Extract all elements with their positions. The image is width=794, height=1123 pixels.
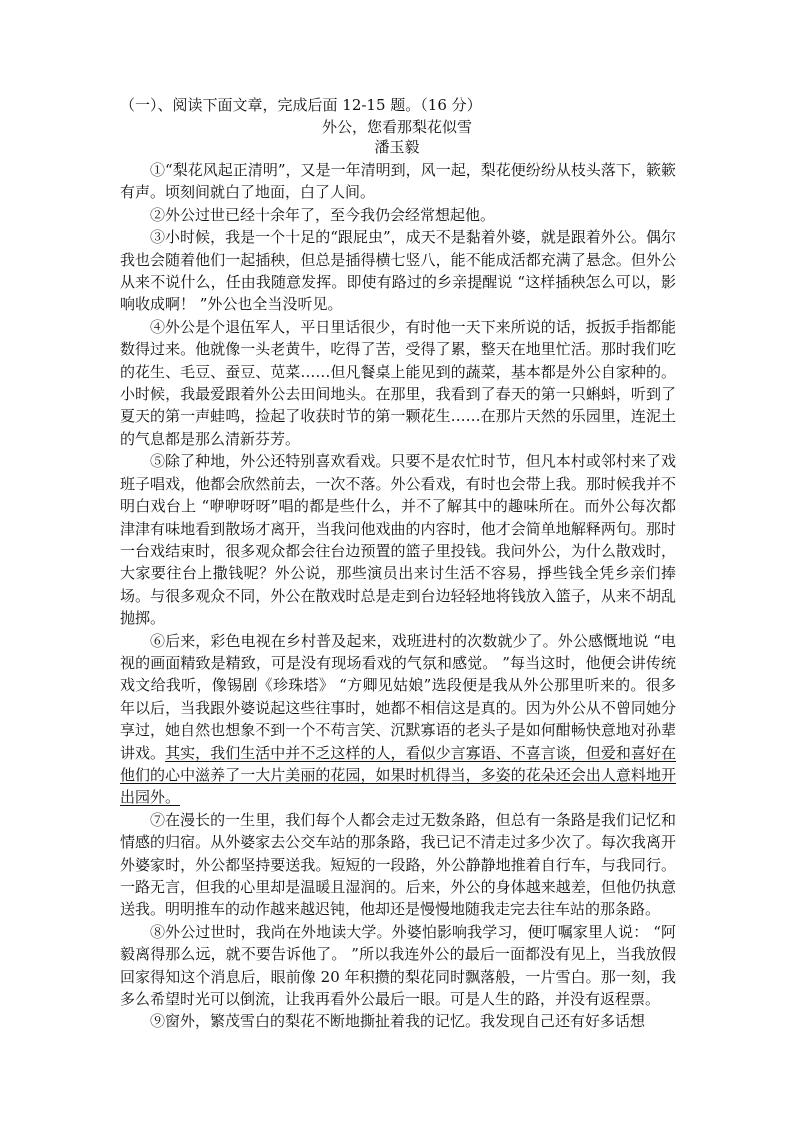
underlined-sentence: 其实，我们生活中并不乏这样的人，看似少言寡语、不喜言谈，但爱和喜好在他们的心中滋养了一大片美丽的花园，如果时机得当，多姿的花朵还会出人意料地开出园外。: [120, 743, 676, 807]
paragraph-5: ⑤除了种地，外公还特别喜欢看戏。只要不是农忙时节，但凡本村或邻村来了戏班子唱戏，他都会欣然前去，一次不落。外公看戏，有时也会带上我。那时候我并不明白戏台上 “咿咿呀呀”唱的都是些什么，并不了解其中的趣味所在。而外公每次都津津有味地看到散场才离开，当我问他戏曲的内容时，他才会简单地解释两句。那时一台戏结束时，很多观众都会往台边预置的篮子里投钱。我问外公，为什么散戏时，大家要往台上撒钱呢？外公说，那些演员出来讨生活不容易，掙些钱全凭乡亲们捧场。与很多观众不同，外公在散戏时总是走到台边轻轻地将钱放入篮子，从来不胡乱抛掷。: [120, 452, 676, 628]
article-title: 外公，您看那梨花似雪: [321, 118, 472, 136]
paragraph-2: ②外公过世已经十余年了，至今我仍会经常想起他。: [150, 205, 496, 224]
paragraph-1: ①“梨花风起正清明”，又是一年清明到，风一起，梨花便纷纷从枝头落下，簌簌有声。顷刻间就白了地面，白了人间。: [120, 161, 676, 202]
paragraph-6: ⑥后来，彩色电视在乡村普及起来，戏班进村的次数就少了。外公感慨地说 “电视的画面精致是精致，可是没有现场看戏的气氛和感觉。 ”每当这时，他便会讲传统戏文给我听，像锡剧《珍珠塔》 “方卿见姑娘”选段便是我从外公那里听来的。很多年以后，当我跟外婆说起这些往事时，她都不相信这是真的。因为外公从不曾同她分享过，她自然也想象不到一个不苟言笑、沉默寡语的老头子是如何酣畅快意地对孙辈讲戏。其实，我们生活中并不乏这样的人，看似少言寡语、不喜言谈，但爱和喜好在他们的心中滋养了一大片美丽的花园，如果时机得当，多姿的花朵还会出人意料地开出园外。: [120, 631, 676, 807]
paragraph-9: ⑨窗外，繁茂雪白的梨花不断地撕扯着我的记忆。我发现自己还有好多话想: [150, 1012, 646, 1031]
section-heading: （一）、阅读下面文章，完成后面 12-15 题。（16 分）: [120, 96, 482, 114]
paragraph-4: ④外公是个退伍军人，平日里话很少，有时他一天下来所说的话，扳扳手指都能数得过来。他就像一头老黄牛，吃得了苦，受得了累，整天在地里忙活。那时我们吃的花生、毛豆、蚕豆、苋菜……但凡餐桌上能见到的蔬菜，基本都是外公自家种的。小时候，我最爱跟着外公去田间地头。在那里，我看到了春天的第一只蝌蚪，听到了夏天的第一声蛙鸣，捡起了收获时节的第一颗花生……在那片天然的乐园里，连泥土的气息都是那么清新芬芳。: [120, 317, 676, 448]
article-author: 潘玉毅: [374, 138, 420, 156]
paragraph-8: ⑧外公过世时，我尚在外地读大学。外婆怕影响我学习，便叮嘱家里人说： “阿毅离得那么远，就不要告诉他了。 ”所以我连外公的最后一面都没有见上，当我放假回家得知这个消息后，眼前像 20 年积攒的梨花同时飘落般，一片雪白。那一刻，我多么希望时光可以倒流，让我再看外公最后一眼。可是人生的路，并没有返程票。: [120, 922, 676, 1009]
paragraph-7: ⑦在漫长的一生里，我们每个人都会走过无数条路，但总有一条路是我们记忆和情感的归宿。从外婆家去公交车站的那条路，我已记不清走过多少次了。每次我离开外婆家时，外公都坚持要送我。短短的一段路，外公静静地推着自行车，与我同行。一路无言，但我的心里却是温暖且湿润的。后来，外公的身体越来越差，但他仍执意送我。明明推车的动作越来越迟钝，他却还是慢慢地随我走完去往车站的那条路。: [120, 810, 676, 919]
paragraph-3: ③小时候，我是一个十足的“跟屁虫”，成天不是黏着外婆，就是跟着外公。偶尔我也会随着他们一起插秧，但总是插得横七竖八，能不能成活都充满了悬念。但外公从来不说什么，任由我随意发挥。即使有路过的乡亲提醒说 “这样插秧怎么可以，影响收成啊！ ”外公也全当没听见。: [120, 228, 676, 314]
article-body: [120, 159, 676, 1033]
